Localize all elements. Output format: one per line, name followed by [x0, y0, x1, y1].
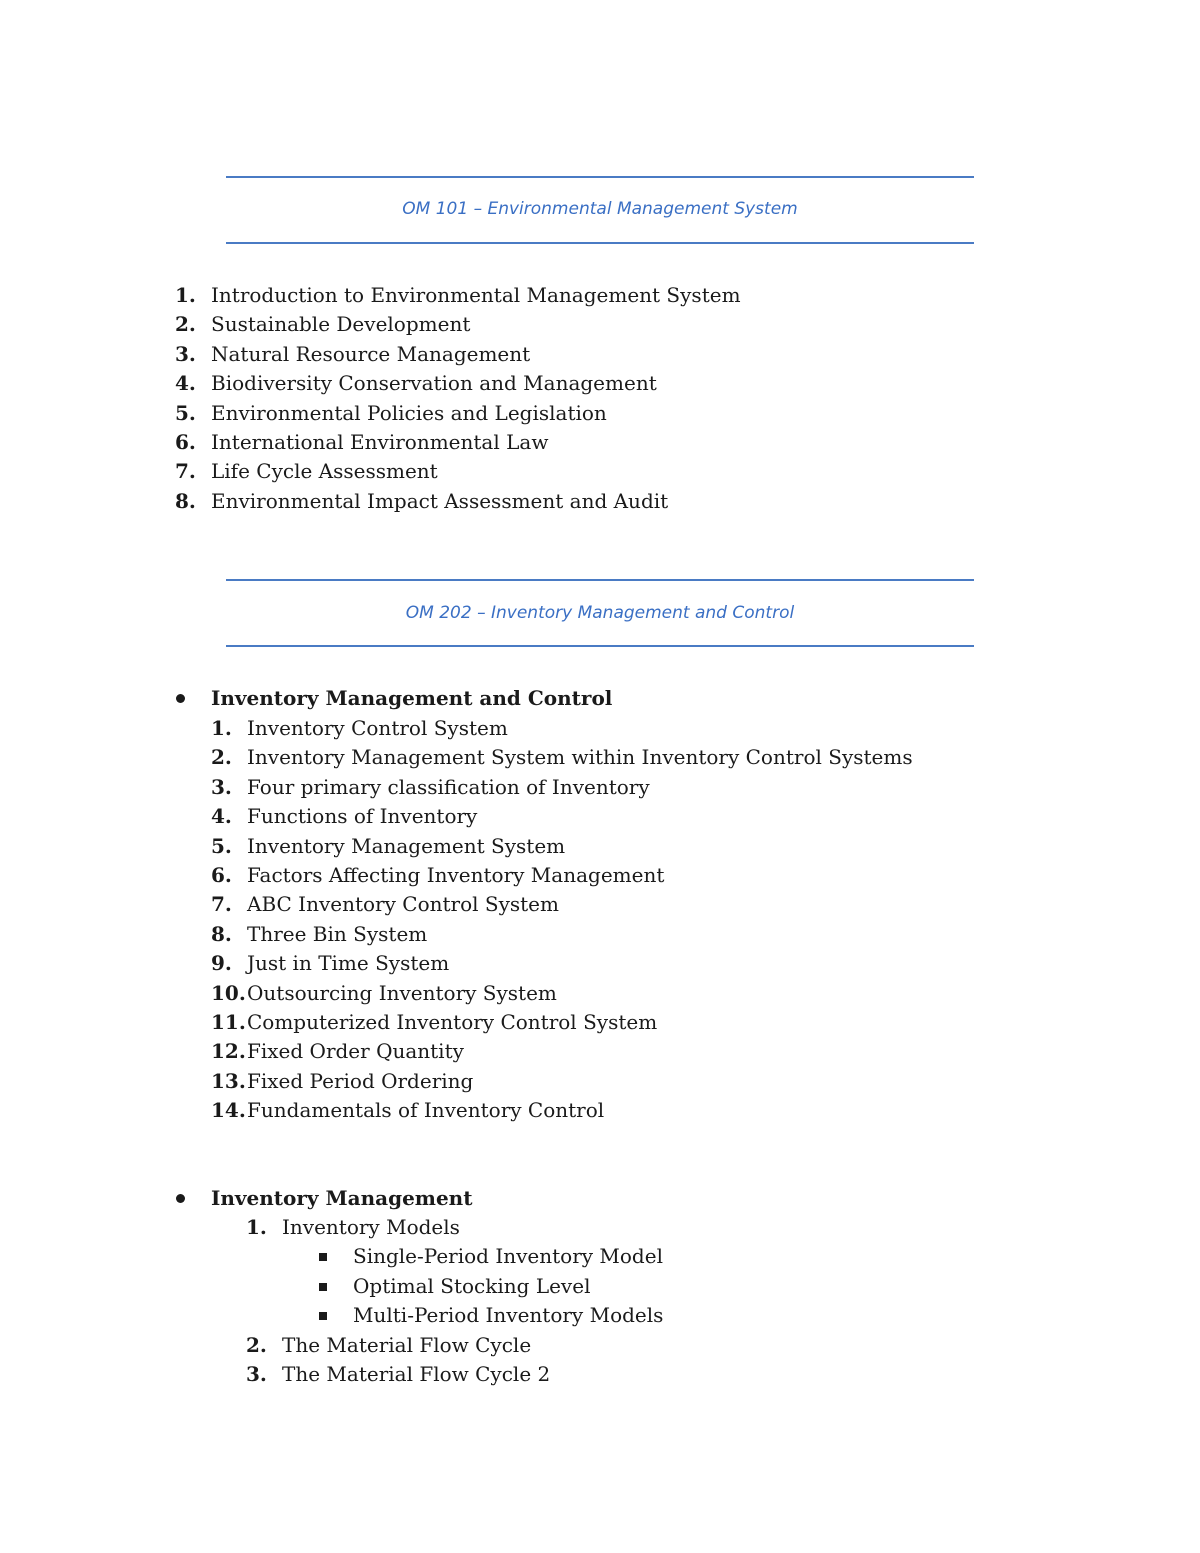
item-number: 1. — [175, 283, 196, 307]
item-text: Sustainable Development — [211, 312, 471, 337]
item-text: International Environmental Law — [211, 429, 549, 454]
group-title: Inventory Management and Control — [211, 686, 613, 710]
item-number: 2. — [211, 745, 232, 770]
item-text: Environmental Policies and Legislation — [211, 400, 607, 425]
item-number: 4. — [175, 371, 196, 396]
item-number: 1. — [211, 716, 232, 740]
item-text: Inventory Models — [282, 1215, 460, 1239]
item-number: 7. — [211, 892, 232, 917]
item-text: Just in Time System — [247, 951, 450, 976]
square-bullet-icon — [319, 1312, 327, 1320]
item-text: Environmental Impact Assessment and Audit — [211, 488, 669, 513]
item-number: 5. — [175, 400, 196, 425]
item-number: 14. — [211, 1098, 246, 1123]
item-text: Computerized Inventory Control System — [247, 1009, 658, 1034]
square-bullet-icon — [319, 1283, 327, 1291]
bullet-icon — [176, 1194, 185, 1203]
item-text: Functions of Inventory — [247, 804, 478, 829]
item-text: ABC Inventory Control System — [247, 892, 559, 917]
section1-bottom-rule — [226, 242, 974, 244]
item-text: Biodiversity Conservation and Management — [211, 371, 657, 396]
item-text: Introduction to Environmental Management System — [211, 283, 741, 307]
item-number: 9. — [211, 951, 232, 976]
sub-item-text: Optimal Stocking Level — [353, 1273, 591, 1298]
section1-top-rule — [226, 176, 974, 178]
item-number: 13. — [211, 1068, 246, 1093]
item-text: Inventory Management System — [247, 833, 566, 858]
item-number: 3. — [246, 1361, 267, 1386]
sub-item-text: Single-Period Inventory Model — [353, 1244, 663, 1269]
item-number: 6. — [175, 429, 196, 454]
item-text: Outsourcing Inventory System — [247, 980, 557, 1005]
item-number: 7. — [175, 459, 196, 484]
group-title: Inventory Management — [211, 1186, 473, 1210]
section2-heading: OM 202 – Inventory Management and Control — [405, 603, 795, 623]
item-number: 1. — [246, 1215, 267, 1239]
item-number: 8. — [175, 488, 196, 513]
item-text: Three Bin System — [247, 921, 428, 946]
item-text: Fixed Order Quantity — [247, 1039, 464, 1064]
item-number: 3. — [211, 774, 232, 799]
item-number: 2. — [246, 1332, 267, 1357]
item-number: 4. — [211, 804, 232, 829]
square-bullet-icon — [319, 1253, 327, 1261]
item-text: The Material Flow Cycle 2 — [282, 1361, 551, 1386]
item-text: Four primary classification of Inventory — [247, 774, 650, 799]
section2-bottom-rule — [226, 645, 974, 647]
item-number: 6. — [211, 862, 232, 887]
item-text: Life Cycle Assessment — [211, 459, 438, 484]
item-number: 11. — [211, 1009, 246, 1034]
sub-item-text: Multi-Period Inventory Models — [353, 1303, 664, 1328]
item-text: Fixed Period Ordering — [247, 1068, 474, 1093]
item-number: 10. — [211, 980, 246, 1005]
item-number: 3. — [175, 341, 196, 366]
section1-heading: OM 101 – Environmental Management System — [402, 199, 798, 219]
bullet-icon — [176, 694, 185, 703]
item-text: Fundamentals of Inventory Control — [247, 1098, 605, 1123]
item-number: 8. — [211, 921, 232, 946]
section2-top-rule — [226, 579, 974, 581]
item-text: Natural Resource Management — [211, 341, 531, 366]
item-text: Factors Affecting Inventory Management — [247, 862, 665, 887]
item-text: The Material Flow Cycle — [282, 1332, 532, 1357]
item-number: 12. — [211, 1039, 246, 1064]
item-number: 5. — [211, 833, 232, 858]
item-text: Inventory Management System within Inventory Control Systems — [247, 745, 913, 770]
item-number: 2. — [175, 312, 196, 337]
item-text: Inventory Control System — [247, 716, 508, 740]
